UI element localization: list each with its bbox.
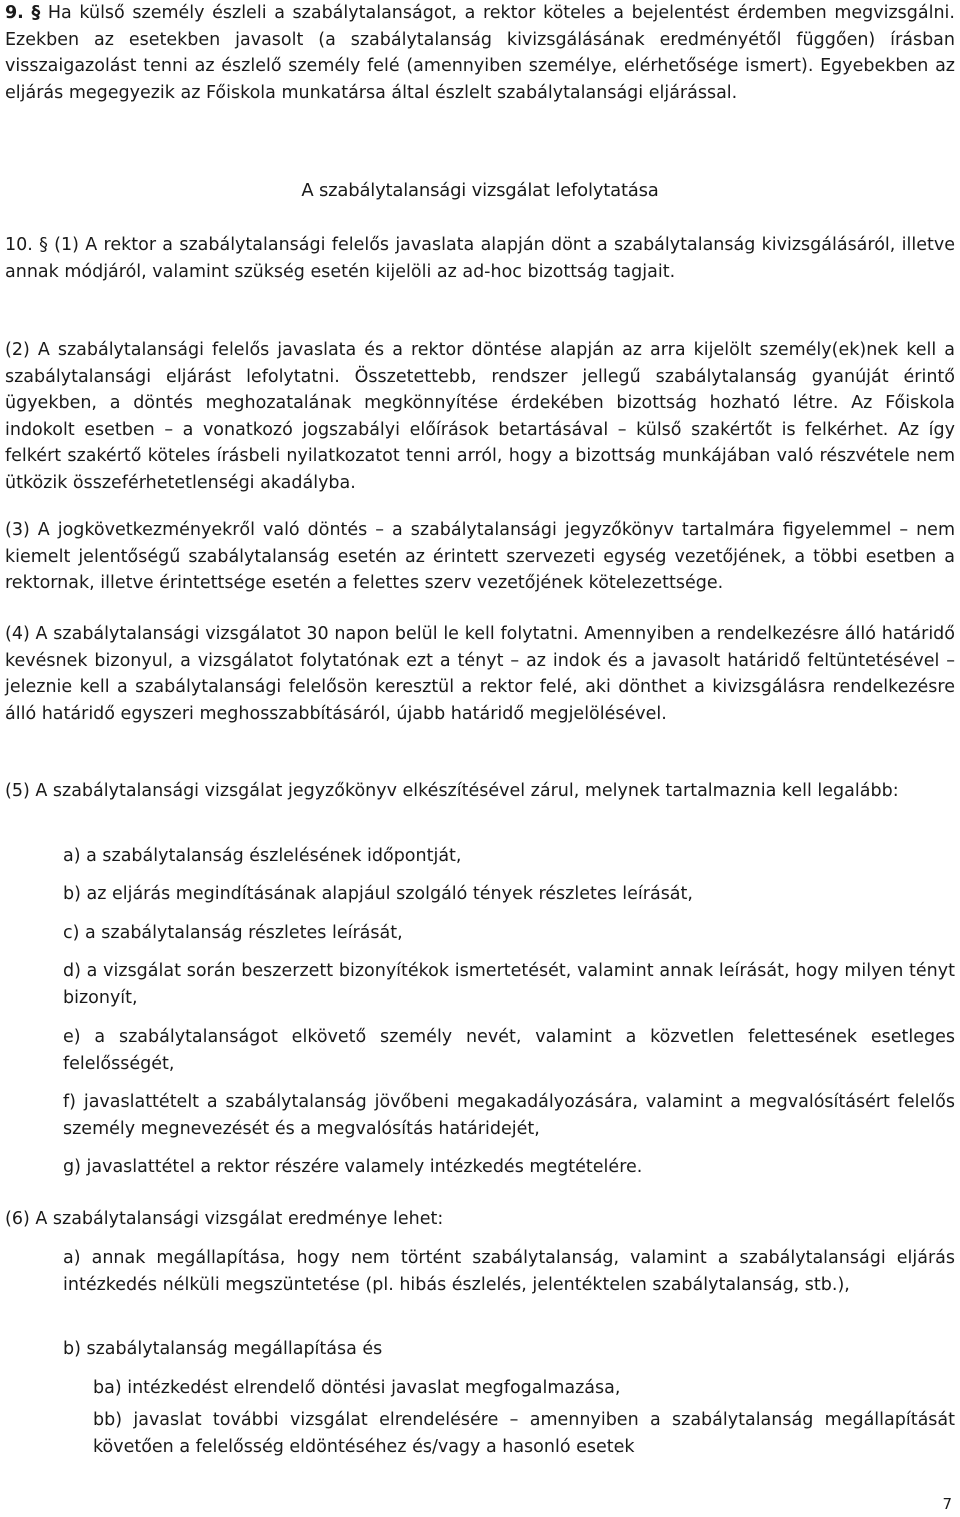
section-heading: A szabálytalansági vizsgálat lefolytatása bbox=[301, 180, 659, 201]
section-9-number: 9. bbox=[5, 3, 24, 23]
list-item-c: c) a szabálytalanság részletes leírását, bbox=[63, 923, 403, 943]
section-10-paragraph-5: (5) A szabálytalansági vizsgálat jegyzőkönyv elkészítésével zárul, melynek tartalmaznia kell legalább: bbox=[5, 781, 899, 801]
list-item-g: g) javaslattétel a rektor részére valamely intézkedés megtételére. bbox=[63, 1157, 643, 1177]
section-10-paragraph-1 bbox=[5, 232, 955, 285]
section-9-paragraph bbox=[5, 0, 955, 106]
page-number: 7 bbox=[942, 1495, 952, 1513]
section-10-paragraph-4: (4) A szabálytalansági vizsgálatot 30 napon belül le kell folytatni. Amennyiben a rendelkezésre álló határidő kevésnek bizonyul, a vizsgálatot folytatónak ezt a tényt – az indok és a javasolt határidő feltüntetésével – jeleznie kell a szabálytalansági felelősön keresztül a rektor felé, aki dönthet a kivizsgálásra rendelkezésre álló határidő egyszeri meghosszabbításáról, újabb határidő megjelölésével. bbox=[5, 624, 955, 724]
section-10-paragraph-6: (6) A szabálytalansági vizsgálat eredménye lehet: bbox=[5, 1209, 444, 1229]
list-item-6a: a) annak megállapítása, hogy nem történt szabálytalanság, valamint a szabálytalansági eljárás intézkedés nélküli megszüntetése (pl. hibás észlelés, jelentéktelen szabálytalanság, stb.), bbox=[63, 1248, 955, 1295]
section-10-paragraph-3: (3) A jogkövetkezményekről való döntés – a szabálytalansági jegyzőkönyv tartalmára figyelemmel – nem kiemelt jelentőségű szabálytalanság esetén az érintett szervezeti egység vezetőjének, a többi esetben a rektornak, illetve érintettsége esetén a felettes szerv vezetőjének kötelezettsége. bbox=[5, 520, 955, 593]
section-9-text: Ha külső személy észleli a szabálytalanságot, a rektor köteles a bejelentést érdemben megvizsgálni. Ezekben az esetekben javasolt (a szabálytalanság kivizsgálásának eredményétől függően) írásban visszaigazolást tenni az észlelő személy felé (amennyiben személye, elérhetősége ismert). Egyebekben az eljárás megegyezik az Főiskola munkatársa által észlelt szabálytalansági eljárással. bbox=[5, 3, 955, 103]
section-10-paragraph-2: (2) A szabálytalansági felelős javaslata és a rektor döntése alapján az arra kijelölt személy(ek)nek kell a szabálytalansági eljárást lefolytatni. Összetettebb, rendszer jellegű szabálytalanság gyanúját érintő ügyekben, a döntés meghozatalának megkönnyítése érdekében bizottság hozható létre. Az Főiskola indokolt esetben – a vonatkozó jogszabályi előírások betartásával – külső szakértőt is felkérhet. Az így felkért szakértő köteles írásbeli nyilatkozatot tenni arról, hogy a bizottság munkájában való részvétele nem ütközik összeférhetetlenségi akadályba. bbox=[5, 340, 955, 493]
list-item-e: e) a szabálytalanságot elkövető személy nevét, valamint a közvetlen felettesének esetleges felelősségét, bbox=[63, 1027, 955, 1074]
section-10-p1-text: (1) A rektor a szabálytalansági felelős javaslata alapján dönt a szabálytalanság kivizsgálásáról, illetve annak módjáról, valamint szükség esetén kijelöli az ad-hoc bizottság tagjait. bbox=[5, 235, 955, 282]
section-sign: § bbox=[39, 235, 48, 255]
list-subitem-bb: bb) javaslat további vizsgálat elrendelésére – amennyiben a szabálytalanság megállapítását követően a felelősség eldöntéséhez és/vagy a hasonló esetek bbox=[93, 1410, 955, 1457]
list-item-d: d) a vizsgálat során beszerzett bizonyítékok ismertetését, valamint annak leírását, hogy milyen tényt bizonyít, bbox=[63, 961, 955, 1008]
list-item-6b: b) szabálytalanság megállapítása és bbox=[63, 1339, 383, 1359]
list-item-a: a) a szabálytalanság észlelésének időpontját, bbox=[63, 846, 462, 866]
list-item-b: b) az eljárás megindításának alapjául szolgáló tények részletes leírását, bbox=[63, 884, 693, 904]
section-10-number: 10. bbox=[5, 235, 33, 255]
list-subitem-ba: ba) intézkedést elrendelő döntési javaslat megfogalmazása, bbox=[93, 1378, 621, 1398]
section-sign: § bbox=[31, 3, 41, 23]
list-item-f: f) javaslattételt a szabálytalanság jövőbeni megakadályozására, valamint a megvalósításért felelős személy megnevezését és a megvalósítás határidejét, bbox=[63, 1092, 955, 1139]
